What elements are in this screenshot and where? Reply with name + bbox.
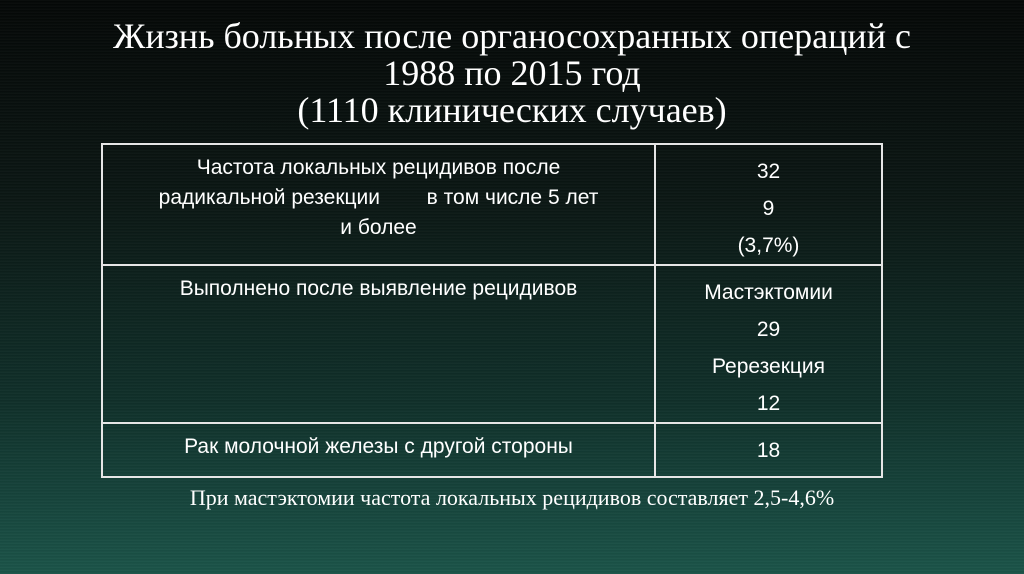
table-cell-value xyxy=(655,423,882,477)
row3-label-line-1: Рак молочной железы с другой стороны xyxy=(184,435,573,458)
row3-value-1: 18 xyxy=(756,439,781,462)
row1-label-line-3: и более xyxy=(340,216,417,239)
row1-value-3: (3,7%) xyxy=(737,234,800,257)
row2-value-3: Ререзекция xyxy=(711,355,826,378)
row1-label-line-1: Частота локальных рецидивов после xyxy=(196,156,561,179)
table-row xyxy=(102,265,882,423)
row1-label-line-2: радикальной резекции в том числе 5 лет xyxy=(158,186,599,209)
title-line-2: 1988 по 2015 год xyxy=(383,53,641,93)
row2-label-line-1: Выполнено после выявление рецидивов xyxy=(179,277,578,300)
statistics-table xyxy=(101,143,883,478)
table-cell-label xyxy=(102,144,655,265)
table-cell-value xyxy=(655,265,882,423)
row1-value-1: 32 xyxy=(756,160,781,183)
slide-title xyxy=(40,18,984,129)
row2-value-2: 29 xyxy=(756,318,781,341)
footnote: При мастэктомии частота локальных рецидивов составляет 2,5-4,6% xyxy=(189,485,835,510)
row1-value-2: 9 xyxy=(762,197,775,220)
table-cell-value xyxy=(655,144,882,265)
row2-value-1: Мастэктомии xyxy=(704,281,833,304)
table-row xyxy=(102,144,882,265)
title-line-3: (1110 клинических случаев) xyxy=(297,90,727,130)
table-row xyxy=(102,423,882,477)
title-line-1: Жизнь больных после органосохранных операций с xyxy=(113,16,911,56)
row2-value-4: 12 xyxy=(756,392,781,415)
table-cell-label xyxy=(102,265,655,423)
table-cell-label xyxy=(102,423,655,477)
